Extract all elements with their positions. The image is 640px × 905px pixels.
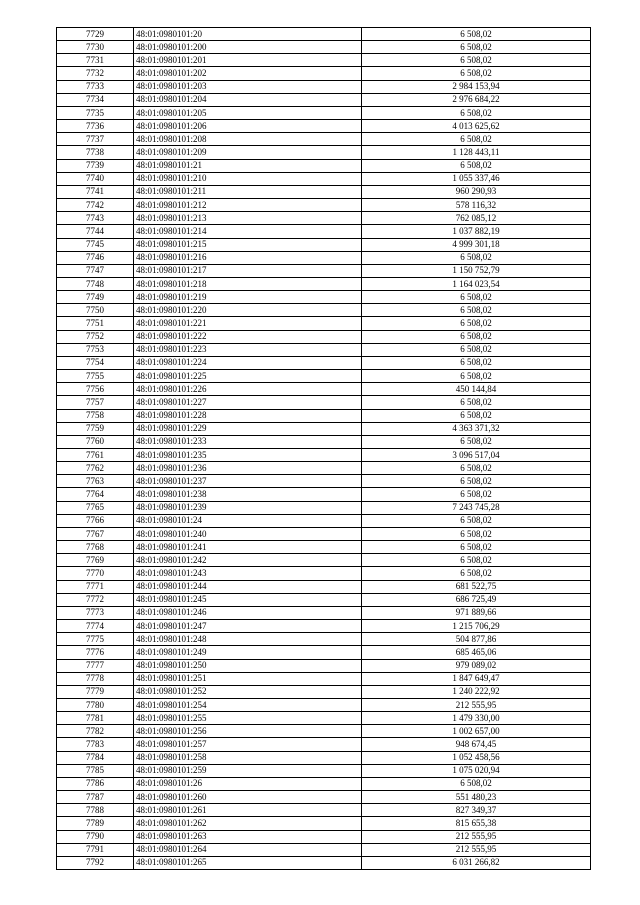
row-number-cell: 7738 bbox=[57, 146, 134, 159]
cadastral-number-cell: 48:01:0980101:205 bbox=[134, 106, 362, 119]
table-row bbox=[57, 172, 591, 185]
cadastral-value-cell: 762 085,12 bbox=[362, 212, 591, 225]
cadastral-value-cell: 1 479 330,00 bbox=[362, 712, 591, 725]
row-number-cell: 7768 bbox=[57, 541, 134, 554]
table-row bbox=[57, 409, 591, 422]
row-number-cell: 7767 bbox=[57, 527, 134, 540]
row-number-cell: 7778 bbox=[57, 672, 134, 685]
row-number-cell: 7739 bbox=[57, 159, 134, 172]
cadastral-number-cell: 48:01:0980101:222 bbox=[134, 330, 362, 343]
cadastral-value-cell: 681 522,75 bbox=[362, 580, 591, 593]
cadastral-value-cell: 960 290,93 bbox=[362, 185, 591, 198]
cadastral-number-cell: 48:01:0980101:20 bbox=[134, 28, 362, 41]
cadastral-number-cell: 48:01:0980101:212 bbox=[134, 199, 362, 212]
row-number-cell: 7750 bbox=[57, 304, 134, 317]
cadastral-value-cell: 1 037 882,19 bbox=[362, 225, 591, 238]
table-row bbox=[57, 514, 591, 527]
table-row bbox=[57, 277, 591, 290]
row-number-cell: 7791 bbox=[57, 843, 134, 856]
table-row bbox=[57, 343, 591, 356]
cadastral-number-cell: 48:01:0980101:255 bbox=[134, 712, 362, 725]
cadastral-value-cell: 6 508,02 bbox=[362, 409, 591, 422]
table-row bbox=[57, 593, 591, 606]
row-number-cell: 7780 bbox=[57, 698, 134, 711]
row-number-cell: 7786 bbox=[57, 777, 134, 790]
cadastral-value-cell: 815 655,38 bbox=[362, 817, 591, 830]
cadastral-number-cell: 48:01:0980101:251 bbox=[134, 672, 362, 685]
row-number-cell: 7776 bbox=[57, 646, 134, 659]
row-number-cell: 7773 bbox=[57, 606, 134, 619]
cadastral-value-cell: 1 055 337,46 bbox=[362, 172, 591, 185]
table-row bbox=[57, 225, 591, 238]
table-row bbox=[57, 80, 591, 93]
cadastral-number-cell: 48:01:0980101:206 bbox=[134, 120, 362, 133]
table-row bbox=[57, 646, 591, 659]
row-number-cell: 7730 bbox=[57, 41, 134, 54]
cadastral-number-cell: 48:01:0980101:215 bbox=[134, 238, 362, 251]
row-number-cell: 7777 bbox=[57, 659, 134, 672]
table-row bbox=[57, 725, 591, 738]
row-number-cell: 7784 bbox=[57, 751, 134, 764]
cadastral-value-cell: 4 363 371,32 bbox=[362, 422, 591, 435]
cadastral-number-cell: 48:01:0980101:223 bbox=[134, 343, 362, 356]
cadastral-value-table bbox=[56, 27, 591, 870]
table-row bbox=[57, 777, 591, 790]
table-row bbox=[57, 185, 591, 198]
row-number-cell: 7747 bbox=[57, 264, 134, 277]
table-row bbox=[57, 106, 591, 119]
cadastral-value-cell: 6 508,02 bbox=[362, 370, 591, 383]
cadastral-number-cell: 48:01:0980101:21 bbox=[134, 159, 362, 172]
cadastral-number-cell: 48:01:0980101:239 bbox=[134, 501, 362, 514]
row-number-cell: 7779 bbox=[57, 685, 134, 698]
table-row bbox=[57, 712, 591, 725]
cadastral-value-cell: 1 150 752,79 bbox=[362, 264, 591, 277]
table-row bbox=[57, 330, 591, 343]
cadastral-value-cell: 6 031 266,82 bbox=[362, 856, 591, 869]
row-number-cell: 7771 bbox=[57, 580, 134, 593]
table-row bbox=[57, 554, 591, 567]
table-row bbox=[57, 422, 591, 435]
cadastral-number-cell: 48:01:0980101:263 bbox=[134, 830, 362, 843]
cadastral-value-cell: 6 508,02 bbox=[362, 514, 591, 527]
cadastral-value-cell: 971 889,66 bbox=[362, 606, 591, 619]
row-number-cell: 7762 bbox=[57, 462, 134, 475]
cadastral-number-cell: 48:01:0980101:204 bbox=[134, 93, 362, 106]
cadastral-number-cell: 48:01:0980101:217 bbox=[134, 264, 362, 277]
table-row bbox=[57, 462, 591, 475]
table-row bbox=[57, 67, 591, 80]
cadastral-value-cell: 6 508,02 bbox=[362, 541, 591, 554]
row-number-cell: 7764 bbox=[57, 488, 134, 501]
cadastral-number-cell: 48:01:0980101:233 bbox=[134, 435, 362, 448]
table-row bbox=[57, 804, 591, 817]
cadastral-value-cell: 6 508,02 bbox=[362, 251, 591, 264]
table-row bbox=[57, 527, 591, 540]
row-number-cell: 7781 bbox=[57, 712, 134, 725]
table-row bbox=[57, 264, 591, 277]
table-row bbox=[57, 199, 591, 212]
row-number-cell: 7735 bbox=[57, 106, 134, 119]
cadastral-value-cell: 578 116,32 bbox=[362, 199, 591, 212]
table-row bbox=[57, 475, 591, 488]
cadastral-value-cell: 6 508,02 bbox=[362, 554, 591, 567]
row-number-cell: 7790 bbox=[57, 830, 134, 843]
table-row bbox=[57, 843, 591, 856]
row-number-cell: 7763 bbox=[57, 475, 134, 488]
cadastral-value-cell: 2 976 684,22 bbox=[362, 93, 591, 106]
table-row bbox=[57, 370, 591, 383]
table-body bbox=[57, 28, 591, 870]
cadastral-number-cell: 48:01:0980101:202 bbox=[134, 67, 362, 80]
table-row bbox=[57, 146, 591, 159]
row-number-cell: 7751 bbox=[57, 317, 134, 330]
cadastral-value-cell: 686 725,49 bbox=[362, 593, 591, 606]
cadastral-value-cell: 6 508,02 bbox=[362, 54, 591, 67]
cadastral-value-cell: 6 508,02 bbox=[362, 28, 591, 41]
cadastral-value-cell: 1 847 649,47 bbox=[362, 672, 591, 685]
table-row bbox=[57, 817, 591, 830]
row-number-cell: 7766 bbox=[57, 514, 134, 527]
row-number-cell: 7755 bbox=[57, 370, 134, 383]
cadastral-number-cell: 48:01:0980101:219 bbox=[134, 291, 362, 304]
cadastral-number-cell: 48:01:0980101:242 bbox=[134, 554, 362, 567]
table-row bbox=[57, 580, 591, 593]
row-number-cell: 7741 bbox=[57, 185, 134, 198]
cadastral-value-cell: 6 508,02 bbox=[362, 330, 591, 343]
table-row bbox=[57, 291, 591, 304]
cadastral-number-cell: 48:01:0980101:261 bbox=[134, 804, 362, 817]
row-number-cell: 7753 bbox=[57, 343, 134, 356]
row-number-cell: 7752 bbox=[57, 330, 134, 343]
cadastral-number-cell: 48:01:0980101:248 bbox=[134, 633, 362, 646]
table-row bbox=[57, 28, 591, 41]
cadastral-value-cell: 6 508,02 bbox=[362, 435, 591, 448]
cadastral-value-cell: 1 164 023,54 bbox=[362, 277, 591, 290]
cadastral-number-cell: 48:01:0980101:256 bbox=[134, 725, 362, 738]
table-row bbox=[57, 435, 591, 448]
cadastral-number-cell: 48:01:0980101:265 bbox=[134, 856, 362, 869]
row-number-cell: 7733 bbox=[57, 80, 134, 93]
cadastral-value-cell: 6 508,02 bbox=[362, 291, 591, 304]
cadastral-value-cell: 450 144,84 bbox=[362, 383, 591, 396]
row-number-cell: 7749 bbox=[57, 291, 134, 304]
cadastral-value-cell: 979 089,02 bbox=[362, 659, 591, 672]
cadastral-value-cell: 6 508,02 bbox=[362, 777, 591, 790]
row-number-cell: 7756 bbox=[57, 383, 134, 396]
cadastral-number-cell: 48:01:0980101:241 bbox=[134, 541, 362, 554]
table-row bbox=[57, 659, 591, 672]
row-number-cell: 7740 bbox=[57, 172, 134, 185]
row-number-cell: 7785 bbox=[57, 764, 134, 777]
table-row bbox=[57, 383, 591, 396]
row-number-cell: 7745 bbox=[57, 238, 134, 251]
row-number-cell: 7732 bbox=[57, 67, 134, 80]
table-row bbox=[57, 212, 591, 225]
row-number-cell: 7787 bbox=[57, 791, 134, 804]
cadastral-number-cell: 48:01:0980101:201 bbox=[134, 54, 362, 67]
cadastral-number-cell: 48:01:0980101:257 bbox=[134, 738, 362, 751]
table-row bbox=[57, 488, 591, 501]
cadastral-value-cell: 1 052 458,56 bbox=[362, 751, 591, 764]
row-number-cell: 7774 bbox=[57, 620, 134, 633]
cadastral-number-cell: 48:01:0980101:237 bbox=[134, 475, 362, 488]
cadastral-number-cell: 48:01:0980101:226 bbox=[134, 383, 362, 396]
cadastral-number-cell: 48:01:0980101:238 bbox=[134, 488, 362, 501]
row-number-cell: 7759 bbox=[57, 422, 134, 435]
cadastral-number-cell: 48:01:0980101:244 bbox=[134, 580, 362, 593]
table-row bbox=[57, 620, 591, 633]
cadastral-number-cell: 48:01:0980101:221 bbox=[134, 317, 362, 330]
cadastral-value-cell: 3 096 517,04 bbox=[362, 449, 591, 462]
cadastral-value-cell: 7 243 745,28 bbox=[362, 501, 591, 514]
cadastral-number-cell: 48:01:0980101:26 bbox=[134, 777, 362, 790]
cadastral-value-cell: 6 508,02 bbox=[362, 488, 591, 501]
row-number-cell: 7792 bbox=[57, 856, 134, 869]
cadastral-number-cell: 48:01:0980101:208 bbox=[134, 133, 362, 146]
cadastral-number-cell: 48:01:0980101:264 bbox=[134, 843, 362, 856]
cadastral-number-cell: 48:01:0980101:209 bbox=[134, 146, 362, 159]
table-row bbox=[57, 238, 591, 251]
cadastral-number-cell: 48:01:0980101:213 bbox=[134, 212, 362, 225]
cadastral-number-cell: 48:01:0980101:254 bbox=[134, 698, 362, 711]
cadastral-number-cell: 48:01:0980101:220 bbox=[134, 304, 362, 317]
row-number-cell: 7770 bbox=[57, 567, 134, 580]
row-number-cell: 7743 bbox=[57, 212, 134, 225]
row-number-cell: 7736 bbox=[57, 120, 134, 133]
cadastral-number-cell: 48:01:0980101:218 bbox=[134, 277, 362, 290]
row-number-cell: 7765 bbox=[57, 501, 134, 514]
row-number-cell: 7772 bbox=[57, 593, 134, 606]
row-number-cell: 7742 bbox=[57, 199, 134, 212]
row-number-cell: 7746 bbox=[57, 251, 134, 264]
cadastral-number-cell: 48:01:0980101:214 bbox=[134, 225, 362, 238]
cadastral-value-cell: 6 508,02 bbox=[362, 343, 591, 356]
cadastral-value-cell: 685 465,06 bbox=[362, 646, 591, 659]
cadastral-number-cell: 48:01:0980101:228 bbox=[134, 409, 362, 422]
cadastral-number-cell: 48:01:0980101:203 bbox=[134, 80, 362, 93]
cadastral-value-cell: 212 555,95 bbox=[362, 830, 591, 843]
cadastral-number-cell: 48:01:0980101:224 bbox=[134, 356, 362, 369]
cadastral-number-cell: 48:01:0980101:260 bbox=[134, 791, 362, 804]
cadastral-number-cell: 48:01:0980101:258 bbox=[134, 751, 362, 764]
row-number-cell: 7788 bbox=[57, 804, 134, 817]
table-row bbox=[57, 764, 591, 777]
table-row bbox=[57, 567, 591, 580]
cadastral-number-cell: 48:01:0980101:229 bbox=[134, 422, 362, 435]
table-row bbox=[57, 396, 591, 409]
row-number-cell: 7729 bbox=[57, 28, 134, 41]
cadastral-value-cell: 6 508,02 bbox=[362, 41, 591, 54]
row-number-cell: 7760 bbox=[57, 435, 134, 448]
cadastral-number-cell: 48:01:0980101:262 bbox=[134, 817, 362, 830]
cadastral-value-cell: 504 877,86 bbox=[362, 633, 591, 646]
table-row bbox=[57, 159, 591, 172]
table-row bbox=[57, 317, 591, 330]
table-row bbox=[57, 251, 591, 264]
table-row bbox=[57, 633, 591, 646]
row-number-cell: 7761 bbox=[57, 449, 134, 462]
cadastral-value-cell: 4 013 625,62 bbox=[362, 120, 591, 133]
row-number-cell: 7782 bbox=[57, 725, 134, 738]
cadastral-number-cell: 48:01:0980101:250 bbox=[134, 659, 362, 672]
cadastral-number-cell: 48:01:0980101:259 bbox=[134, 764, 362, 777]
row-number-cell: 7757 bbox=[57, 396, 134, 409]
table-row bbox=[57, 698, 591, 711]
cadastral-value-cell: 948 674,45 bbox=[362, 738, 591, 751]
cadastral-value-cell: 1 002 657,00 bbox=[362, 725, 591, 738]
cadastral-value-cell: 6 508,02 bbox=[362, 317, 591, 330]
cadastral-value-cell: 212 555,95 bbox=[362, 698, 591, 711]
row-number-cell: 7775 bbox=[57, 633, 134, 646]
cadastral-number-cell: 48:01:0980101:240 bbox=[134, 527, 362, 540]
cadastral-value-cell: 1 128 443,11 bbox=[362, 146, 591, 159]
cadastral-number-cell: 48:01:0980101:200 bbox=[134, 41, 362, 54]
cadastral-value-cell: 2 984 153,94 bbox=[362, 80, 591, 93]
cadastral-value-cell: 1 075 020,94 bbox=[362, 764, 591, 777]
cadastral-number-cell: 48:01:0980101:24 bbox=[134, 514, 362, 527]
row-number-cell: 7737 bbox=[57, 133, 134, 146]
cadastral-value-cell: 6 508,02 bbox=[362, 567, 591, 580]
cadastral-value-cell: 1 240 222,92 bbox=[362, 685, 591, 698]
table-row bbox=[57, 501, 591, 514]
row-number-cell: 7748 bbox=[57, 277, 134, 290]
table-row bbox=[57, 449, 591, 462]
table-row bbox=[57, 120, 591, 133]
cadastral-value-cell: 6 508,02 bbox=[362, 462, 591, 475]
cadastral-value-cell: 6 508,02 bbox=[362, 67, 591, 80]
cadastral-number-cell: 48:01:0980101:227 bbox=[134, 396, 362, 409]
row-number-cell: 7758 bbox=[57, 409, 134, 422]
cadastral-value-cell: 6 508,02 bbox=[362, 475, 591, 488]
row-number-cell: 7789 bbox=[57, 817, 134, 830]
cadastral-number-cell: 48:01:0980101:225 bbox=[134, 370, 362, 383]
row-number-cell: 7744 bbox=[57, 225, 134, 238]
table-row bbox=[57, 672, 591, 685]
table-row bbox=[57, 791, 591, 804]
row-number-cell: 7734 bbox=[57, 93, 134, 106]
cadastral-value-cell: 6 508,02 bbox=[362, 159, 591, 172]
cadastral-number-cell: 48:01:0980101:249 bbox=[134, 646, 362, 659]
cadastral-value-cell: 551 480,23 bbox=[362, 791, 591, 804]
row-number-cell: 7769 bbox=[57, 554, 134, 567]
cadastral-number-cell: 48:01:0980101:252 bbox=[134, 685, 362, 698]
cadastral-number-cell: 48:01:0980101:236 bbox=[134, 462, 362, 475]
table-row bbox=[57, 41, 591, 54]
table-row bbox=[57, 751, 591, 764]
cadastral-value-cell: 6 508,02 bbox=[362, 106, 591, 119]
cadastral-value-cell: 1 215 706,29 bbox=[362, 620, 591, 633]
row-number-cell: 7731 bbox=[57, 54, 134, 67]
table-row bbox=[57, 738, 591, 751]
cadastral-number-cell: 48:01:0980101:245 bbox=[134, 593, 362, 606]
cadastral-value-cell: 6 508,02 bbox=[362, 527, 591, 540]
cadastral-value-cell: 827 349,37 bbox=[362, 804, 591, 817]
cadastral-value-cell: 4 999 301,18 bbox=[362, 238, 591, 251]
table-row bbox=[57, 356, 591, 369]
cadastral-value-cell: 212 555,95 bbox=[362, 843, 591, 856]
table-row bbox=[57, 830, 591, 843]
cadastral-number-cell: 48:01:0980101:247 bbox=[134, 620, 362, 633]
row-number-cell: 7754 bbox=[57, 356, 134, 369]
cadastral-value-cell: 6 508,02 bbox=[362, 133, 591, 146]
table-row bbox=[57, 541, 591, 554]
row-number-cell: 7783 bbox=[57, 738, 134, 751]
cadastral-value-cell: 6 508,02 bbox=[362, 304, 591, 317]
table-row bbox=[57, 133, 591, 146]
cadastral-value-cell: 6 508,02 bbox=[362, 396, 591, 409]
cadastral-number-cell: 48:01:0980101:235 bbox=[134, 449, 362, 462]
cadastral-number-cell: 48:01:0980101:211 bbox=[134, 185, 362, 198]
cadastral-number-cell: 48:01:0980101:246 bbox=[134, 606, 362, 619]
cadastral-number-cell: 48:01:0980101:243 bbox=[134, 567, 362, 580]
cadastral-value-cell: 6 508,02 bbox=[362, 356, 591, 369]
table-row bbox=[57, 304, 591, 317]
cadastral-number-cell: 48:01:0980101:216 bbox=[134, 251, 362, 264]
table-row bbox=[57, 54, 591, 67]
cadastral-number-cell: 48:01:0980101:210 bbox=[134, 172, 362, 185]
table-row bbox=[57, 606, 591, 619]
table-row bbox=[57, 685, 591, 698]
table-row bbox=[57, 93, 591, 106]
table-row bbox=[57, 856, 591, 869]
